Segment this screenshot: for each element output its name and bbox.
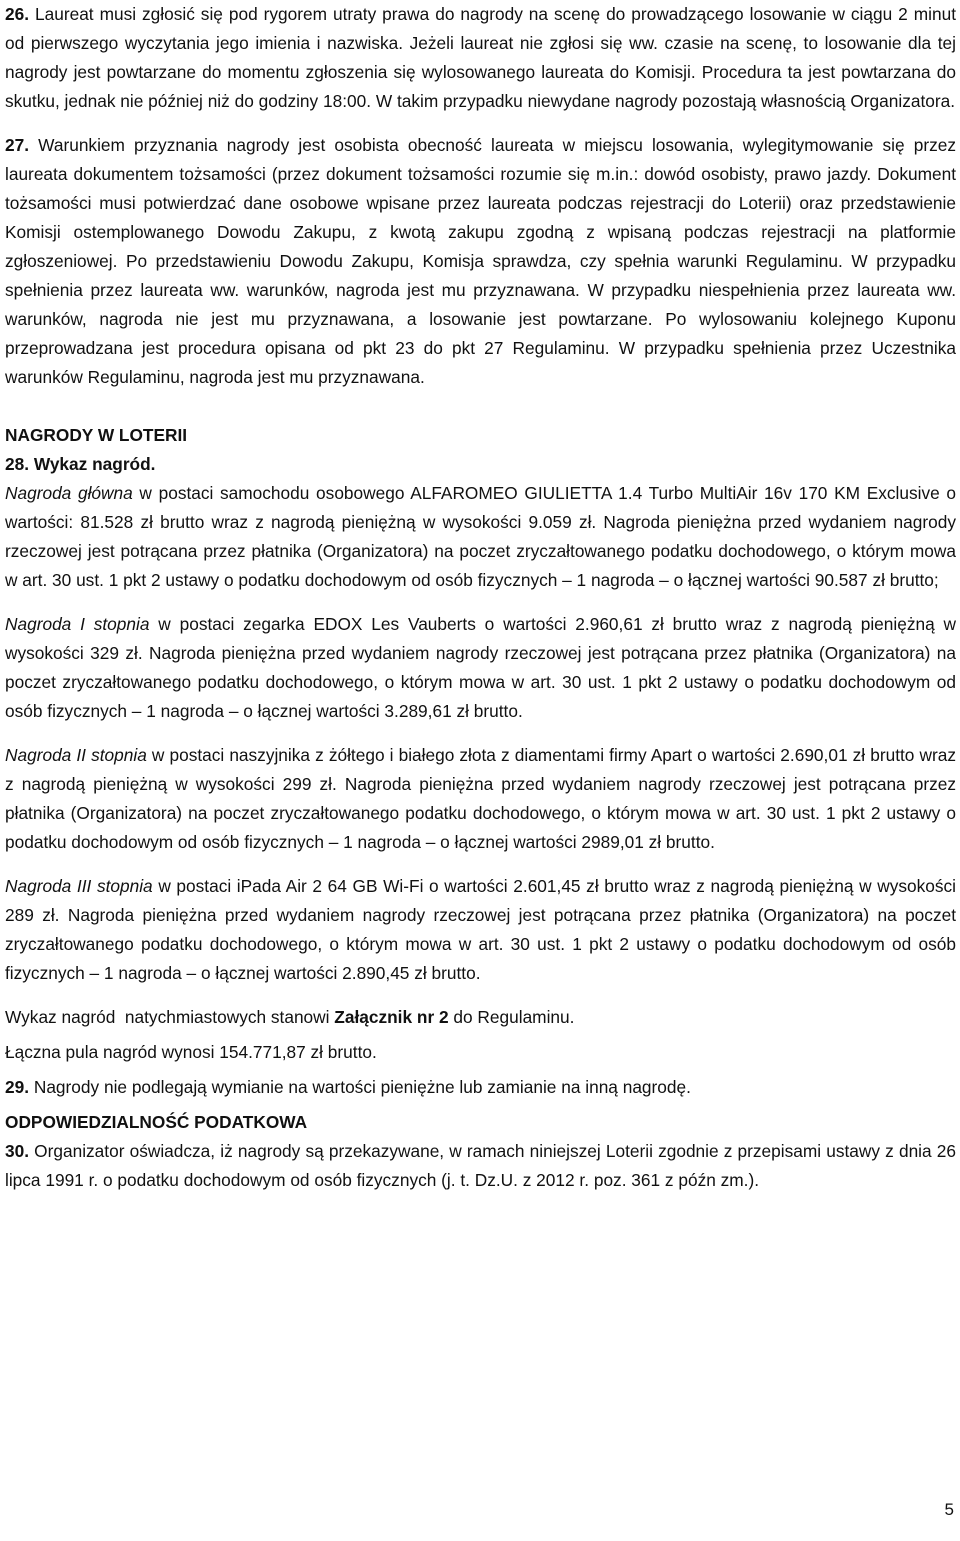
page-number: 5: [944, 1500, 954, 1519]
document-page: [5, 0, 956, 1195]
paragraph-27: [5, 131, 956, 392]
paragraph-text: Warunkiem przyznania nagrody jest osobista obecność laureata w miejscu losowania, wylegitymowanie się przez laureata dokumentem tożsamości (przez dokument tożsamości rozumie się m.in.: dowód osobisty, prawo jazdy. Dokument tożsamości musi potwierdzać dane osobowe wpisane przez laureata podczas rejestracji do Loterii) oraz przedstawienie Komisji ostemplowanego Dowodu Zakupu, z kwotą zakupu zgodną z wpisaną podczas rejestracji na platformie zgłoszeniowej. Po przedstawieniu Dowodu Zakupu, Komisja sprawdza, czy spełnia warunki Regulaminu. W przypadku spełnienia przez laureata ww. warunków, nagroda jest mu przyznawana. W przypadku niespełnienia przez laureata ww. warunków, nagroda nie jest mu przyznawana, a losowanie jest powtarzane. Po wylosowaniu kolejnego Kuponu przeprowadzana jest procedura opisana od pkt 23 do pkt 27 Regulaminu. W przypadku spełnienia przez Uczestnika warunków Regulaminu, nagroda jest mu przyznawana.: [5, 135, 956, 387]
prize-label: Nagroda II stopnia: [5, 745, 147, 765]
prize-label: Nagroda III stopnia: [5, 876, 153, 896]
prize-label: Nagroda I stopnia: [5, 614, 150, 634]
paragraph-number: 30.: [5, 1141, 30, 1161]
prize-label: Nagroda główna: [5, 483, 133, 503]
prize-second-degree: [5, 741, 956, 857]
prize-main: [5, 479, 956, 595]
prize-pool-total: Łączna pula nagród wynosi 154.771,87 zł brutto.: [5, 1042, 377, 1062]
paragraph-30: [5, 1137, 956, 1195]
paragraph-text: Nagrody nie podlegają wymianie na wartości pieniężne lub zamianie na inną nagrodę.: [29, 1077, 691, 1097]
attachment-reference: Załącznik nr 2: [334, 1007, 449, 1027]
prize-text: w postaci iPada Air 2 64 GB Wi-Fi o wartości 2.601,45 zł brutto wraz z nagrodą pieniężną w wysokości 289 zł. Nagroda pieniężna przed wydaniem nagrody rzeczowej jest potrącana przez płatnika (Organizatora) na poczet zryczałtowanego podatku dochodowego, o którym mowa w art. 30 ust. 1 pkt 2 ustawy o podatku dochodowym od osób fizycznych – 1 nagroda – o łącznej wartości 2.890,45 zł brutto.: [5, 876, 956, 983]
prize-text: w postaci naszyjnika z żółtego i białego złota z diamentami firmy Apart o wartości 2.690,01 zł brutto wraz z nagrodą pieniężną w wysokości 299 zł. Nagroda pieniężna przed wydaniem nagrody rzeczowej jest potrącana przez płatnika (Organizatora) na poczet zryczałtowanego podatku dochodowego, o którym mowa w art. 30 ust. 1 pkt 2 ustawy o podatku dochodowym od osób fizycznych – 1 nagroda – o łącznej wartości 2989,01 zł brutto.: [5, 745, 956, 852]
instant-prizes-note: Wykaz nagród natychmiastowych stanowi Załącznik nr 2 do Regulaminu.: [5, 1007, 575, 1027]
prize-third-degree: [5, 872, 956, 988]
paragraph-29: [5, 1073, 956, 1102]
prize-first-degree: [5, 610, 956, 726]
paragraph-text: Laureat musi zgłosić się pod rygorem utraty prawa do nagrody na scenę do prowadzącego losowanie w ciągu 2 minut od pierwszego wyczytania jego imienia i nazwiska. Jeżeli laureat nie zgłosi się ww. czasie na scenę, to losowanie dla tej nagrody jest powtarzane do momentu zgłoszenia się wylosowanego laureata do Komisji. Procedura ta jest powtarzana do skutku, jednak nie później niż do godziny 18:00. W takim przypadku niewydane nagrody pozostają własnością Organizatora.: [5, 4, 956, 111]
section-heading-prizes: NAGRODY W LOTERII: [5, 425, 188, 445]
prize-text: w postaci zegarka EDOX Les Vauberts o wartości 2.960,61 zł brutto wraz z nagrodą pieniężną w wysokości 329 zł. Nagroda pieniężna przed wydaniem nagrody rzeczowej jest potrącana przez płatnika (Organizatora) na poczet zryczałtowanego podatku dochodowego, o którym mowa w art. 30 ust. 1 pkt 2 ustawy o podatku dochodowym od osób fizycznych – 1 nagroda – o łącznej wartości 3.289,61 zł brutto.: [5, 614, 957, 721]
paragraph-26: [5, 0, 956, 116]
paragraph-number: 26.: [5, 4, 30, 24]
prize-text: w postaci samochodu osobowego ALFAROMEO GIULIETTA 1.4 Turbo MultiAir 16v 170 KM Exclusive o wartości: 81.528 zł brutto wraz z nagrodą pieniężną w wysokości 9.059 zł. Nagroda pieniężna przed wydaniem nagrody rzeczowej jest potrącana przez płatnika (Organizatora) na poczet zryczałtowanego podatku dochodowego, o którym mowa w art. 30 ust. 1 pkt 2 ustawy o podatku dochodowym od osób fizycznych – 1 nagroda – o łącznej wartości 90.587 zł brutto;: [5, 483, 956, 590]
paragraph-number: 29.: [5, 1077, 30, 1097]
paragraph-text: Organizator oświadcza, iż nagrody są przekazywane, w ramach niniejszej Loterii zgodnie z przepisami ustawy z dnia 26 lipca 1991 r. o podatku dochodowym od osób fizycznych (j. t. Dz.U. z 2012 r. poz. 361 z późn zm.).: [5, 1141, 956, 1190]
section-subheading-prize-list: 28. Wykaz nagród.: [5, 454, 156, 474]
section-heading-tax: ODPOWIEDZIALNOŚĆ PODATKOWA: [5, 1112, 308, 1132]
paragraph-number: 27.: [5, 135, 30, 155]
